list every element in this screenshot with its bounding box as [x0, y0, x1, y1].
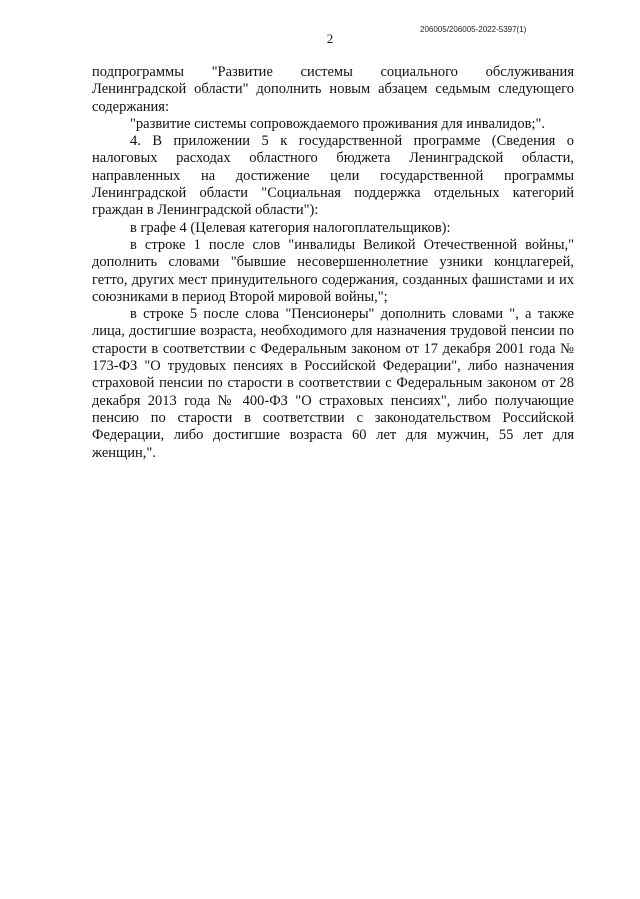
page-number: 2 [326, 31, 334, 46]
document-id: 206005/206005-2022-5397(1) [420, 25, 527, 34]
paragraph-6: в строке 5 после слова "Пенсионеры" дополнить словами ", а также лица, достигшие возраста, необходимого для назначения трудовой пенсии по старости в соответствии с Федеральным законом от 17 декабря 2001 года № 173-ФЗ "О трудовых пенсиях в Российской Федерации", либо назначения страховой пенсии по старости в соответствии с Федеральным законом от 28 декабря 2013 года № 400-ФЗ "О страховых пенсиях", либо получающие пенсию по старости в соответствии с законодательством Российской Федерации, либо достигшие возраста 60 лет для мужчин, 55 лет для женщин,". [92, 306, 574, 461]
paragraph-1: подпрограммы "Развитие системы социального обслуживания Ленинградской области" дополнить новым абзацем седьмым следующего содержания: [92, 64, 574, 115]
paragraph-2: "развитие системы сопровождаемого проживания для инвалидов;". [130, 115, 546, 132]
paragraph-4: в графе 4 (Целевая категория налогоплательщиков): [130, 219, 451, 236]
document-body [92, 64, 574, 462]
paragraph-3: 4. В приложении 5 к государственной программе (Сведения о налоговых расходах областного бюджета Ленинградской области, направленных на достижение цели государственной программы Ленинградской области "Социальная поддержка отдельных категорий граждан в Ленинградской области"): [92, 133, 574, 219]
paragraph-5: в строке 1 после слов "инвалиды Великой Отечественной войны," дополнить словами "бывшие несовершеннолетние узники концлагерей, гетто, других мест принудительного содержания, созданных фашистами и их союзниками в период Второй мировой войны,"; [92, 236, 574, 305]
